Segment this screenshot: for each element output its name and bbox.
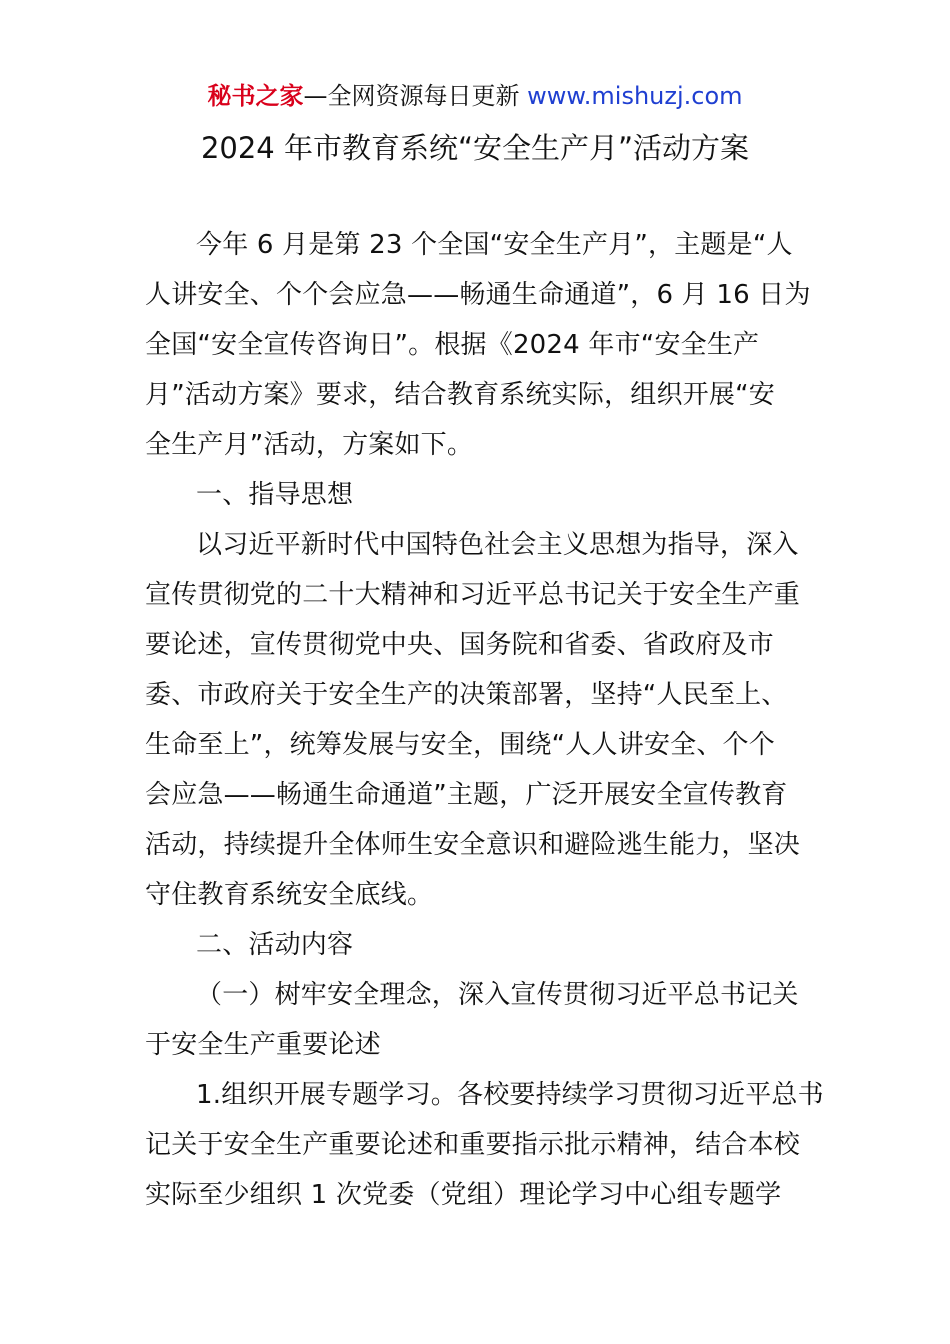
site-slogan: —全网资源每日更新 [303,82,528,110]
subsection-heading: 于安全生产重要论述 [145,1030,381,1060]
paragraph-line: 要论述，宣传贯彻党中央、国务院和省委、省政府及市 [145,630,774,660]
subsection-heading: （一）树牢安全理念，深入宣传贯彻习近平总书记关 [196,980,799,1010]
paragraph-line: 委、市政府关于安全生产的决策部署，坚持“人民至上、 [145,680,788,710]
paragraph-line: 宣传贯彻党的二十大精神和习近平总书记关于安全生产重 [145,580,801,610]
paragraph-line: 以习近平新时代中国特色社会主义思想为指导，深入 [196,530,799,560]
site-url-link[interactable]: www.mishuzj.com [527,82,743,110]
paragraph-line: 活动，持续提升全体师生安全意识和避险逃生能力，坚决 [145,830,801,860]
paragraph-line: 记关于安全生产重要论述和重要指示批示精神，结合本校 [145,1130,801,1160]
paragraph-line: 今年 6 月是第 23 个全国“安全生产月”，主题是“人 [196,230,793,260]
document-title: 2024 年市教育系统“安全生产月”活动方案 [200,131,750,165]
paragraph-line: 全国“安全宣传咨询日”。根据《2024 年市“安全生产 [145,330,760,360]
paragraph-line: 月”活动方案》要求，结合教育系统实际，组织开展“安 [145,380,775,410]
paragraph-line: 实际至少组织 1 次党委（党组）理论学习中心组专题学 [145,1180,782,1210]
brand-name: 秘书之家 [207,82,304,110]
section-heading: 二、活动内容 [196,930,354,960]
paragraph-line: 全生产月”活动，方案如下。 [145,430,474,460]
section-heading: 一、指导思想 [196,480,354,510]
site-header [0,80,950,112]
paragraph-line: 生命至上”，统筹发展与安全，围绕“人人讲安全、个个 [145,730,775,760]
paragraph-line: 会应急——畅通生命通道”主题，广泛开展安全宣传教育 [145,780,788,810]
paragraph-line: 1.组织开展专题学习。各校要持续学习贯彻习近平总书 [196,1080,824,1110]
paragraph-line: 守住教育系统安全底线。 [145,880,434,910]
paragraph-line: 人讲安全、个个会应急——畅通生命通道”，6 月 16 日为 [145,280,811,310]
